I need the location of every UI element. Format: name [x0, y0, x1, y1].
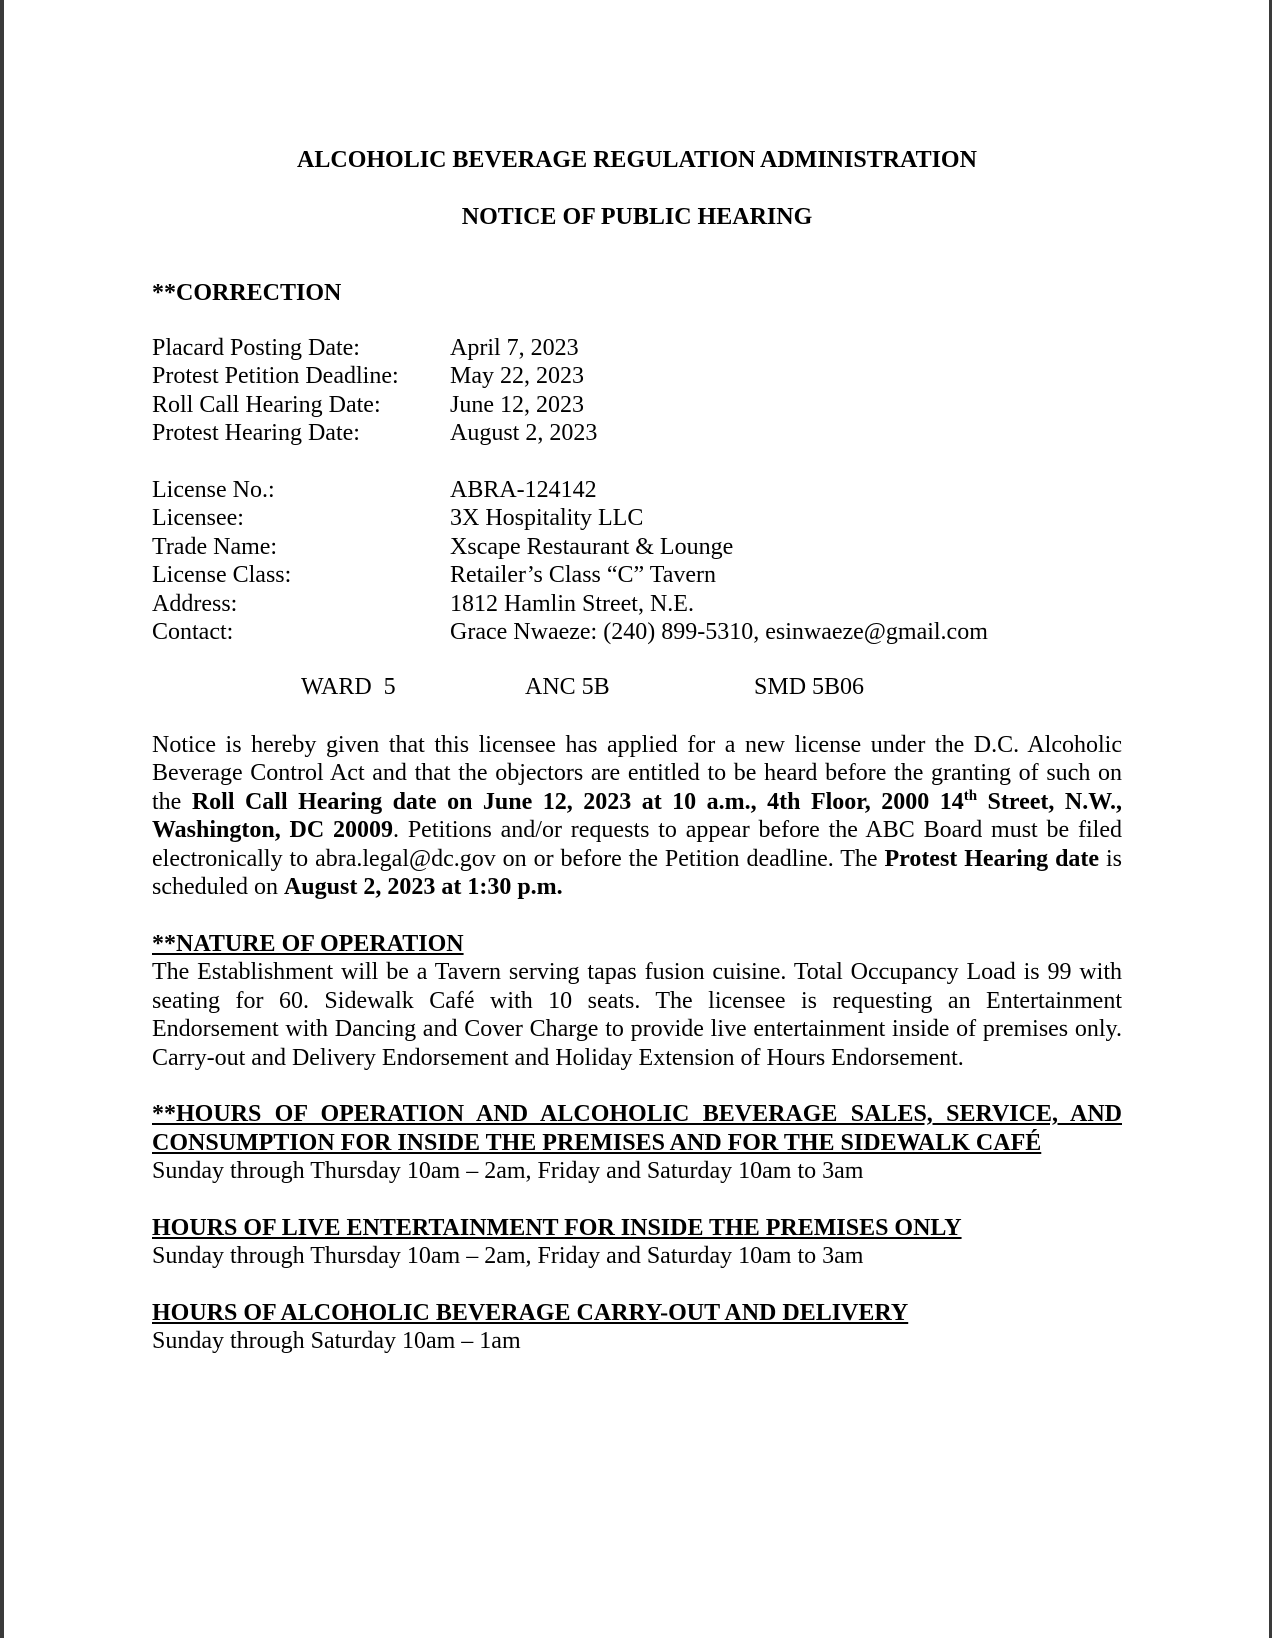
license-row: [152, 618, 1122, 647]
district-line: [152, 673, 1122, 703]
protest-hearing-label: Protest Hearing date: [884, 845, 1100, 872]
document-page: [152, 146, 1122, 1356]
date-row: [152, 391, 1122, 420]
license-label: Address:: [152, 590, 238, 617]
anc: ANC 5B: [525, 673, 610, 700]
date-value: April 7, 2023: [450, 334, 579, 361]
petition-text: . Petitions and/or requests to appear before the ABC Board must be filed electronically to abra.legal@dc.gov on or before the Petition deadline. The: [152, 817, 1122, 872]
license-value: 3X Hospitality LLC: [450, 505, 644, 531]
date-value: May 22, 2023: [450, 363, 584, 389]
hours-entertainment-text: Sunday through Thursday 10am – 2am, Friday and Saturday 10am to 3am: [152, 1243, 864, 1269]
license-label: Trade Name:: [152, 533, 278, 560]
license-row: [152, 476, 1122, 505]
hours-entertainment-section: [152, 1214, 1122, 1271]
agency-title: ALCOHOLIC BEVERAGE REGULATION ADMINISTRATION: [297, 147, 977, 173]
smd: SMD 5B06: [754, 673, 865, 700]
hours-entertainment-heading: HOURS OF LIVE ENTERTAINMENT FOR INSIDE THE PREMISES ONLY: [152, 1214, 962, 1241]
date-label: Roll Call Hearing Date:: [152, 391, 381, 418]
license-row: [152, 533, 1122, 562]
license-label: License No.:: [152, 476, 275, 503]
ward: WARD 5: [301, 673, 396, 700]
license-row: [152, 504, 1122, 533]
ordinal-suffix: th: [963, 787, 978, 804]
date-row: [152, 419, 1122, 448]
hours-carryout-text: Sunday through Saturday 10am – 1am: [152, 1328, 521, 1354]
date-row: [152, 334, 1122, 363]
correction-label: **CORRECTION: [152, 280, 342, 306]
license-value: Grace Nwaeze: (240) 899-5310, esinwaeze@gmail.com: [450, 619, 988, 645]
notice-text: Notice is hereby given that this licensee has applied for a new license under the D.C. Alcoholic Beverage Control Act and that the objectors are entitled to be heard before the granting of such on the: [152, 731, 1122, 815]
hours-carryout-section: [152, 1299, 1122, 1356]
license-details: [152, 476, 1122, 647]
license-value: 1812 Hamlin Street, N.E.: [450, 590, 694, 617]
license-value: Retailer’s Class “C” Tavern: [450, 562, 717, 588]
hours-sales-text: Sunday through Thursday 10am – 2am, Friday and Saturday 10am to 3am: [152, 1158, 864, 1184]
nature-text: The Establishment will be a Tavern serving tapas fusion cuisine. Total Occupancy Load is 99 with seating for 60. Sidewalk Café with 10 seats. The licensee is requesting an Entertainment Endorsement with Dancing and Cover Charge to provide live entertainment inside of premises only. Carry-out and Delivery Endorsement and Holiday Extension of Hours Endorsement.: [152, 959, 1122, 1071]
hours-sales-section: [152, 1100, 1122, 1186]
license-label: License Class:: [152, 562, 292, 588]
license-value: Xscape Restaurant & Lounge: [450, 533, 734, 560]
hours-carryout-heading: HOURS OF ALCOHOLIC BEVERAGE CARRY-OUT AND DELIVERY: [152, 1299, 909, 1326]
license-value: ABRA-124142: [450, 476, 597, 503]
license-label: Contact:: [152, 619, 234, 645]
date-value: August 2, 2023: [450, 420, 598, 446]
date-value: June 12, 2023: [450, 391, 584, 418]
nature-section: [152, 930, 1122, 1073]
roll-call-text: Roll Call Hearing date on June 12, 2023 at 10 a.m., 4th Floor, 2000 14: [191, 788, 964, 815]
date-row: [152, 362, 1122, 391]
roll-call-address: Street, N.W., Washington, DC 20009: [152, 788, 1122, 843]
date-label: Protest Petition Deadline:: [152, 363, 399, 389]
page-border-left: [0, 0, 4, 1638]
date-label: Protest Hearing Date:: [152, 420, 360, 446]
date-label: Placard Posting Date:: [152, 334, 360, 361]
scheduled-text: is scheduled on: [152, 845, 1123, 900]
license-row: [152, 590, 1122, 619]
nature-heading: **NATURE OF OPERATION: [152, 930, 464, 957]
notice-title: NOTICE OF PUBLIC HEARING: [461, 203, 813, 230]
notice-paragraph: [152, 731, 1122, 902]
license-row: [152, 561, 1122, 590]
hours-sales-heading: **HOURS OF OPERATION AND ALCOHOLIC BEVERAGE SALES, SERVICE, AND CONSUMPTION FOR INSIDE THE PREMISES AND FOR THE SIDEWALK CAFÉ: [152, 1101, 1122, 1156]
license-label: Licensee:: [152, 505, 244, 531]
hearing-dates: [152, 334, 1122, 448]
protest-hearing-date: August 2, 2023 at 1:30 p.m.: [283, 874, 563, 900]
